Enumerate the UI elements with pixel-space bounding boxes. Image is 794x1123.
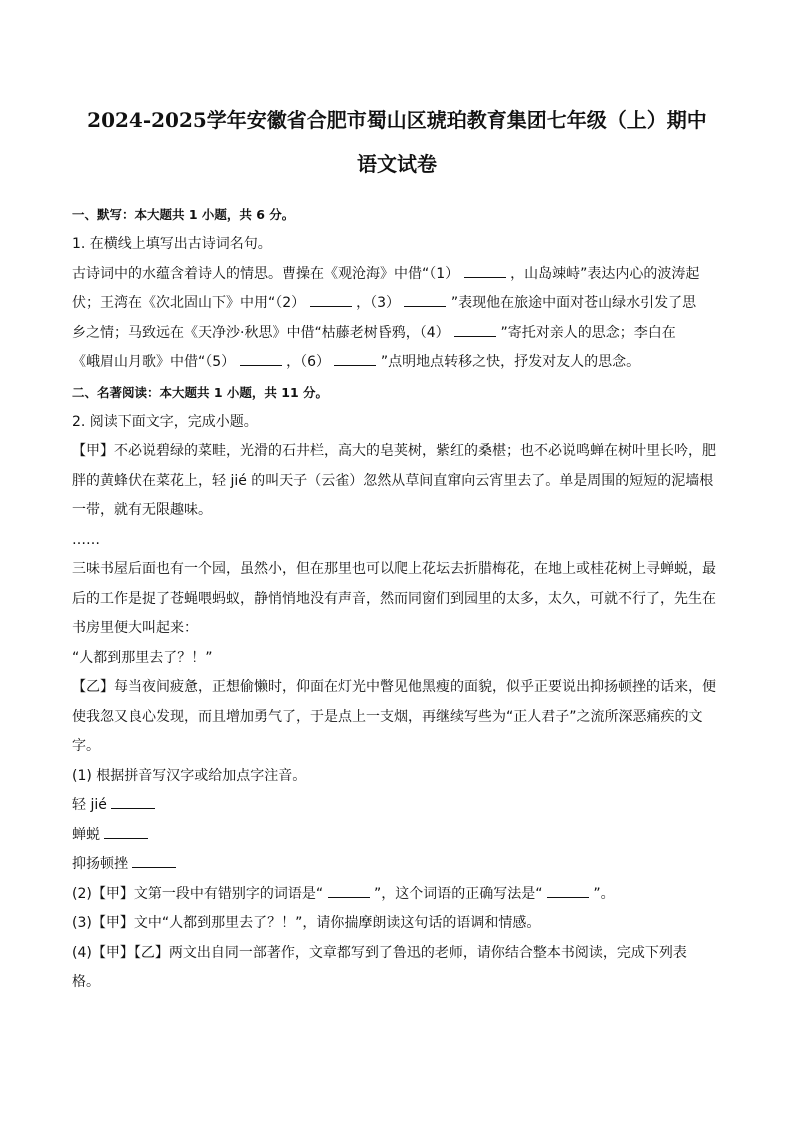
answer-blank-3[interactable] [404,292,446,307]
passage-jia-line-5: 后的工作是捉了苍蝇喂蚂蚁，静悄悄地没有声音，然而同窗们到园里的太多，太久，可就不行了，先生在 [72,590,716,607]
passage-jia-line-4: 三味书屋后面也有一个园，虽然小，但在那里也可以爬上花坛去折腊梅花，在地上或桂花树上寻蝉蜕，最 [72,561,716,577]
question-2-stem: 2. 阅读下面文字，完成小题。 [72,413,258,430]
answer-blank-1[interactable] [464,263,506,278]
sub-question-4-line-2: 格。 [72,974,100,990]
sub-question-1-item-a: 轻 jié [72,791,722,821]
passage-ellipsis: …… [72,531,100,548]
answer-blank-5[interactable] [240,351,282,366]
question-1-text-line-3: 乡之情；马致远在《天净沙·秋思》中借“枯藤老树昏鸦，（4） ”寄托对亲人的思念；李白在 [72,319,722,349]
question-1-stem: 1. 在横线上填写出古诗词名句。 [72,236,272,252]
passage-jia-line-6: 书房里便大叫起来： [72,620,198,636]
passage-yi-line-3: 字。 [72,738,100,754]
answer-blank-jie[interactable] [111,794,155,809]
answer-blank-wrong-word[interactable] [328,883,370,898]
answer-blank-4[interactable] [454,322,496,337]
question-1-text-line-1: 古诗词中的水蕴含着诗人的情思。曹操在《观沧海》中借“（1） ，山岛竦峙”表达内心的波涛起 [72,260,722,290]
sub-question-2: (2)【甲】文第一段中有错别字的词语是“ ”，这个词语的正确写法是“ ”。 [72,880,722,910]
sub-question-1-item-b: 蝉蜕 [72,821,722,851]
answer-blank-6[interactable] [334,351,376,366]
sub-question-1: (1) 根据拼音写汉字或给加点字注音。 [72,767,307,784]
passage-jia-line-3: 一带，就有无限趣味。 [72,502,212,518]
sub-question-4-line-1: (4)【甲】【乙】两文出自同一部著作，文章都写到了鲁迅的老师，请你结合整本书阅读，完成下列表 [72,944,687,961]
passage-yi-line-1: 【乙】每当夜间疲惫，正想偷懒时，仰面在灯光中瞥见他黑瘦的面貌，似乎正要说出抑扬顿挫的话来，便 [72,679,716,695]
passage-jia-line-7: “人都到那里去了？！” [72,649,213,666]
sub-question-3: (3)【甲】文中“人都到那里去了？！”，请你揣摩朗读这句话的语调和情感。 [72,915,541,931]
title-line-2: 语文试卷 [357,152,437,176]
section-2-heading: 二、名著阅读：本大题共 1 小题，共 11 分。 [72,384,329,400]
passage-jia-line-2: 胖的黄蜂伏在菜花上，轻 jié 的叫天子（云雀）忽然从草间直窜向云宵里去了。单是周围的短短的泥墙根 [72,472,714,489]
answer-blank-dunzuo[interactable] [132,853,176,868]
answer-blank-2[interactable] [310,292,352,307]
answer-blank-chantui[interactable] [104,824,148,839]
question-1-text-line-2: 伏；王湾在《次北固山下》中用“（2） ，（3） ”表现他在旅途中面对苍山绿水引发了思 [72,289,722,319]
passage-jia-line-1: 【甲】不必说碧绿的菜畦，光滑的石井栏，高大的皂荚树，紫红的桑椹；也不必说鸣蝉在树叶里长吟，肥 [72,443,716,459]
answer-blank-correct-word[interactable] [547,883,589,898]
sub-question-1-item-c: 抑扬顿挫 [72,850,722,880]
title-line-1: 2024-2025学年安徽省合肥市蜀山区琥珀教育集团七年级（上）期中 [87,108,707,132]
section-1-heading: 一、默写：本大题共 1 小题，共 6 分。 [72,207,295,222]
page-title [72,98,722,186]
passage-yi-line-2: 使我忽又良心发现，而且增加勇气了，于是点上一支烟，再继续写些为“正人君子”之流所深恶痛疾的文 [72,708,703,725]
question-1-text-line-4: 《峨眉山月歌》中借“（5） ，（6） ”点明地点转移之快，抒发对友人的思念。 [72,348,722,378]
